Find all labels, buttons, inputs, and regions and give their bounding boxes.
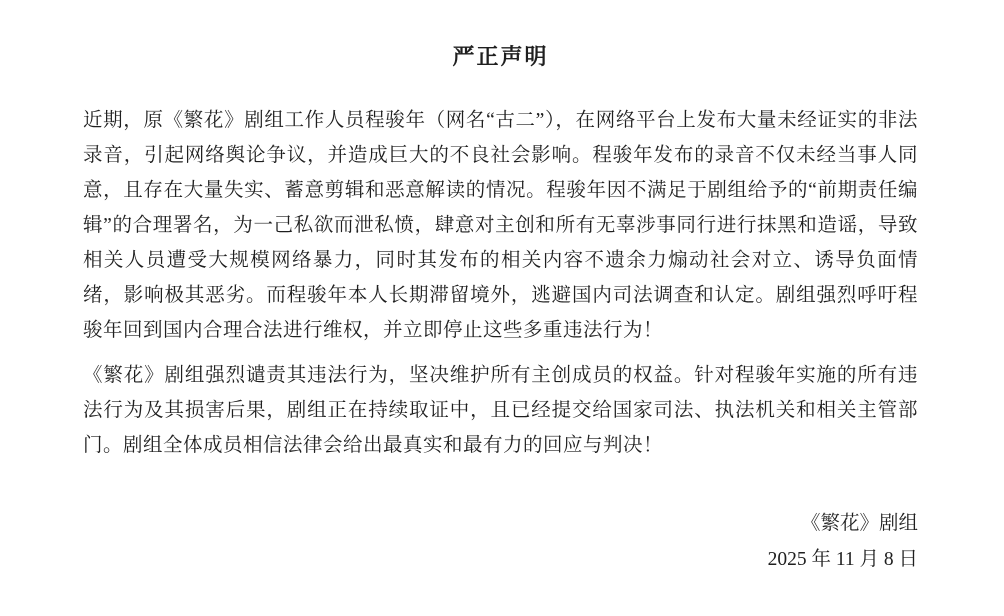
statement-paragraph-1: 近期，原《繁花》剧组工作人员程骏年（网名“古二”），在网络平台上发布大量未经证实的非法录音，引起网络舆论争议，并造成巨大的不良社会影响。程骏年发布的录音不仅未经当事人同意，且存在大量失实、蓄意剪辑和恶意解读的情况。程骏年因不满足于剧组给予的“前期责任编辑”的合理署名，为一己私欲而泄私愤，肆意对主创和所有无辜涉事同行进行抹黑和造谣，导致相关人员遭受大规模网络暴力，同时其发布的相关内容不遗余力煽动社会对立、诱导负面情绪，影响极其恶劣。而程骏年本人长期滞留境外，逃避国内司法调查和认定。剧组强烈呼吁程骏年回到国内合理合法进行维权，并立即停止这些多重违法行为！ [83,110,918,341]
signature-date: 2025 年 11 月 8 日 [767,549,918,570]
signature-block [83,506,918,578]
statement-paragraph-2: 《繁花》剧组强烈谴责其违法行为，坚决维护所有主创成员的权益。针对程骏年实施的所有违法行为及其损害后果，剧组正在持续取证中，且已经提交给国家司法、执法机关和相关主管部门。剧组全体成员相信法律会给出最真实和最有力的回应与判决！ [83,365,918,456]
statement-title: 严正声明 [452,44,549,69]
statement-body [83,103,918,463]
signature-name: 《繁花》剧组 [800,513,918,534]
